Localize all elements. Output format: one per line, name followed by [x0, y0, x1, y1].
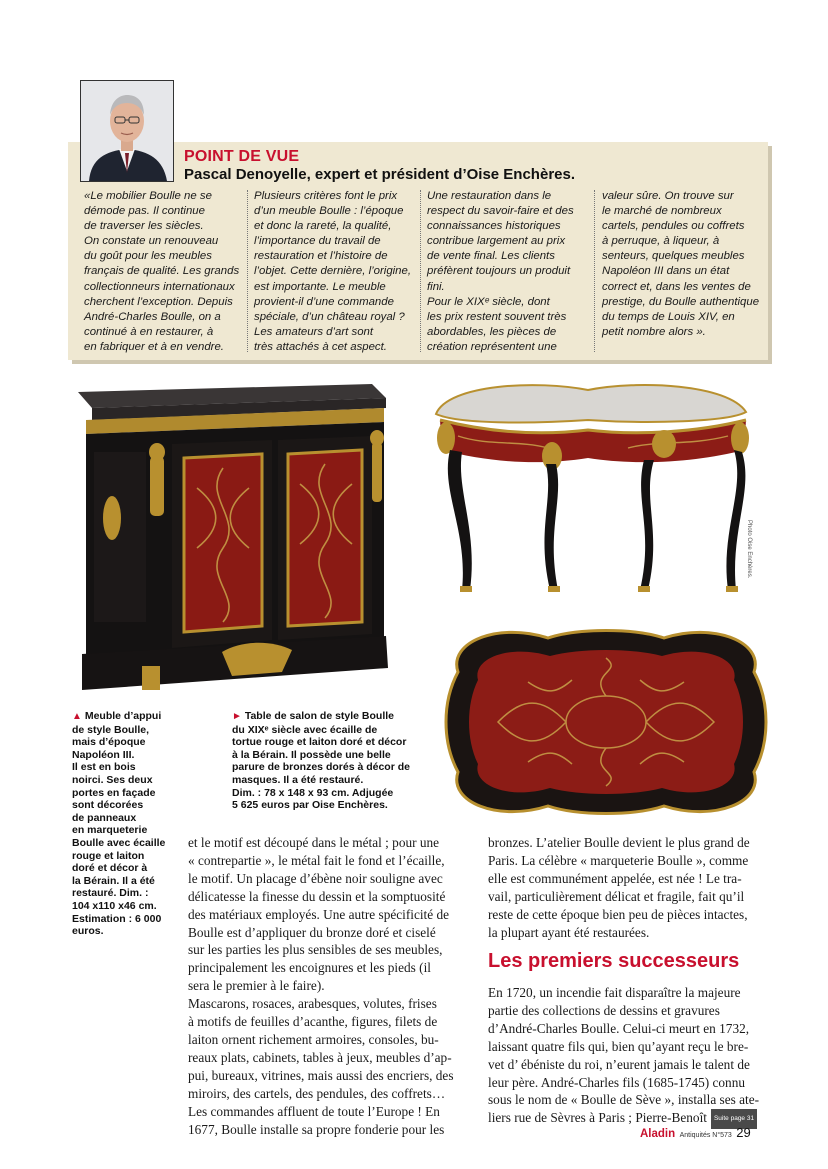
article-line: vet d’ ébéniste du roi, n’eurent jamais le talent de — [488, 1056, 750, 1072]
point-de-vue-title: POINT DE VUE — [184, 148, 300, 165]
article-line: délicatesse la finesse du dessin et la somptuosité — [188, 888, 446, 904]
caption-line: euros. — [72, 925, 104, 938]
interview-line: de traverser les siècles. — [84, 220, 204, 233]
article-line: pui, bureaux, vitrines, mais aussi des encriers, des — [188, 1067, 454, 1083]
article-line: 1677, Boulle installe sa propre fonderie pour les — [188, 1121, 445, 1137]
interview-line: d’un meuble Boulle : l’époque — [254, 205, 404, 218]
article-column-2-bottom — [488, 984, 770, 1129]
interview-line: prestige, du Boulle authentique — [602, 295, 760, 308]
article-line: Paris. La célèbre « marqueterie Boulle », comme — [488, 852, 749, 868]
caption-line: à la Bérain. Il possède une belle — [232, 748, 391, 761]
article-line: liers rue de Sèvres à Paris ; Pierre-Benoît — [488, 1110, 707, 1126]
article-line: d’André-Charles Boulle. Celui-ci meurt en 1732, — [488, 1020, 750, 1036]
caption-line: restauré. Dim. : — [72, 887, 149, 900]
interview-line: André-Charles Boulle, on a — [84, 310, 221, 323]
interview-line: et donc la rareté, la qualité, — [254, 220, 392, 233]
interview-line: très attachés à cet aspect. — [254, 340, 387, 353]
caption-line: parure de bronzes dorés à décor de — [232, 761, 410, 774]
article-line: reste de cette époque bien peu de pièces intactes, — [488, 906, 748, 922]
interview-line: petit nombre alors ». — [602, 325, 706, 338]
caption-line: doré et décor à — [72, 862, 148, 875]
interview-line: le marché de nombreux — [602, 205, 722, 218]
interview-line: On constate un renouveau — [84, 235, 219, 248]
article-line: vail, particulièrement délicat et fragile, fait qu’il — [488, 888, 745, 904]
interview-line: abordables, les pièces de — [427, 325, 557, 338]
interview-line: restauration et l’histoire de — [254, 250, 388, 263]
continued-page-tag[interactable]: Suite page 31 — [711, 1109, 757, 1129]
interview-line: correct et, dans les ventes de — [602, 280, 751, 293]
article-line: elle est communément appelée, est née ! Le tra- — [488, 870, 742, 886]
interview-line: démode pas. Il continue — [84, 205, 205, 218]
caption-line: Boulle avec écaille — [72, 836, 166, 849]
interview-line: l’objet. Cette dernière, l’origine, — [254, 265, 412, 278]
caption-line: noirci. Ses deux — [72, 773, 153, 786]
article-line: à motifs de feuilles d’acanthe, figures, filets de — [188, 1014, 438, 1030]
interview-line: Pour le XIXᵉ siècle, dont — [427, 295, 550, 308]
interview-line: senteurs, quelques meubles — [602, 250, 745, 263]
caption-line: du XIXᵉ siècle avec écaille de — [232, 723, 378, 736]
interview-line: respect du savoir-faire et des — [427, 205, 574, 218]
boulle-table-photo — [428, 380, 758, 602]
article-line: des matériaux employés. Une autre spécificité de — [188, 906, 450, 922]
page-footer — [640, 1124, 751, 1142]
column-divider — [420, 190, 421, 352]
issue-number: Antiquités N°573 — [679, 1132, 732, 1139]
caption-table — [232, 710, 410, 812]
expert-portrait — [80, 80, 174, 182]
caption-line: portes en façade — [72, 786, 156, 799]
boulle-tabletop-photo — [438, 622, 774, 822]
article-line: Boulle est d’appliquer du bronze doré et ciselé — [188, 924, 436, 940]
article-line: bronzes. L’atelier Boulle devient le plus grand de — [488, 835, 750, 850]
interview-line: les prix restent souvent très — [427, 310, 567, 323]
article-line: Les commandes affluent de toute l’Europe ! En — [188, 1103, 440, 1119]
article-column-2-top — [488, 834, 770, 941]
point-de-vue-subtitle: Pascal Denoyelle, expert et président d’Oise Enchères. — [184, 166, 576, 183]
interview-line: du temps de Louis XIV, en — [602, 310, 735, 323]
interview-line: l’importance du travail de — [254, 235, 381, 248]
article-line: Mascarons, rosaces, arabesques, volutes, frises — [188, 996, 437, 1012]
interview-column-3 — [427, 189, 574, 355]
interview-line: Les amateurs d’art sont — [254, 325, 374, 338]
article-column-1 — [188, 834, 472, 1138]
interview-line: préfèrent toujours un produit — [427, 265, 571, 278]
column-divider — [594, 190, 595, 352]
article-line: sur les parties les plus sensibles de ses meubles, — [188, 942, 443, 958]
interview-column-4 — [602, 189, 759, 340]
interview-column-1 — [84, 189, 239, 355]
interview-line: Napoléon III dans un état — [602, 265, 730, 278]
article-line: leur père. André-Charles fils (1685-1745) connu — [488, 1074, 745, 1090]
interview-line: Une restauration dans le — [427, 190, 552, 202]
caption-cabinet — [72, 710, 165, 938]
page-number: 29 — [736, 1125, 751, 1140]
interview-line: «Le mobilier Boulle ne se — [84, 190, 212, 202]
interview-line: est importante. Le meuble — [254, 280, 386, 293]
caption-line: en marqueterie — [72, 824, 148, 837]
caption-line: masques. Il a été restauré. — [232, 773, 364, 786]
interview-line: en fabriquer et à en vendre. — [84, 340, 224, 353]
interview-line: français de qualité. Les grands — [84, 265, 240, 278]
article-line: le motif. Un placage d’ébène noir souligne avec — [188, 870, 443, 886]
article-line: En 1720, un incendie fait disparaître la majeure — [488, 985, 741, 1000]
interview-line: collectionneurs internationaux — [84, 280, 235, 293]
caption-line: rouge et laiton — [72, 849, 145, 862]
caption-line: 104 x110 x46 cm. — [72, 899, 157, 912]
triangle-right-icon: ► — [232, 711, 242, 722]
article-line: la plupart ayant été restaurées. — [488, 924, 650, 940]
interview-line: provient-il d’une commande — [254, 295, 394, 308]
article-line: principalement les encoignures et les pieds (il — [188, 960, 431, 976]
caption-line: de panneaux — [72, 811, 137, 824]
interview-line: création représentent une — [427, 340, 557, 353]
caption-line: 5 625 euros par Oise Enchères. — [232, 799, 388, 812]
interview-line: du goût pour les meubles — [84, 250, 212, 263]
caption-line: tortue rouge et laiton doré et décor — [232, 736, 407, 749]
interview-line: à perruque, à liqueur, à — [602, 235, 720, 248]
interview-line: connaissances historiques — [427, 220, 561, 233]
caption-line: Meuble d’appui — [84, 710, 162, 722]
article-line: laissant quatre fils qui, bien qu’ayant reçu le bre- — [488, 1038, 749, 1054]
interview-line: fini. — [427, 280, 445, 293]
interview-line: Plusieurs critères font le prix — [254, 190, 398, 202]
article-line: sous le nom de « Boulle de Sève », installa ses ate- — [488, 1092, 760, 1108]
interview-line: valeur sûre. On trouve sur — [602, 190, 734, 202]
caption-line: Table de salon de style Boulle — [244, 710, 395, 722]
interview-line: spéciale, d’un château royal ? — [254, 310, 405, 323]
section-heading: Les premiers successeurs — [488, 950, 740, 972]
article-line: et le motif est découpé dans le métal ; pour une — [188, 835, 440, 850]
caption-line: Il est en bois — [72, 761, 136, 774]
caption-line: sont décorées — [72, 799, 144, 812]
caption-line: la Bérain. Il a été — [72, 874, 155, 887]
article-line: reaux plats, cabinets, tables à jeux, meubles d’ap- — [188, 1049, 452, 1065]
interview-line: cherchent l’exception. Depuis — [84, 295, 233, 308]
article-line: « contrepartie », le métal fait le fond et l’écaille, — [188, 852, 445, 868]
caption-line: Napoléon III. — [72, 748, 135, 761]
caption-line: de style Boulle, — [72, 723, 150, 736]
interview-line: continué à en restaurer, à — [84, 325, 214, 338]
photo-credit: Photo Oise Enchères. — [746, 520, 752, 579]
caption-line: Dim. : 78 x 148 x 93 cm. Adjugée — [232, 786, 394, 799]
caption-line: mais d’époque — [72, 736, 146, 749]
triangle-up-icon: ▲ — [72, 711, 82, 722]
boulle-cabinet-photo — [72, 378, 392, 700]
interview-line: contribue largement au prix — [427, 235, 566, 248]
article-line: laiton ornent richement armoires, consoles, bu- — [188, 1031, 439, 1047]
interview-line: cartels, pendules ou coffrets — [602, 220, 745, 233]
article-line: partie des collections de dessins et gravures — [488, 1002, 720, 1018]
article-line: miroirs, des cartels, des pendules, des coffrets… — [188, 1085, 446, 1101]
column-divider — [247, 190, 248, 352]
magazine-brand: Aladin — [640, 1128, 676, 1140]
interview-line: de vente final. Les clients — [427, 250, 555, 263]
article-line: sera le premier à le faire). — [188, 978, 325, 994]
interview-column-2 — [254, 189, 411, 355]
caption-line: Estimation : 6 000 — [72, 912, 162, 925]
